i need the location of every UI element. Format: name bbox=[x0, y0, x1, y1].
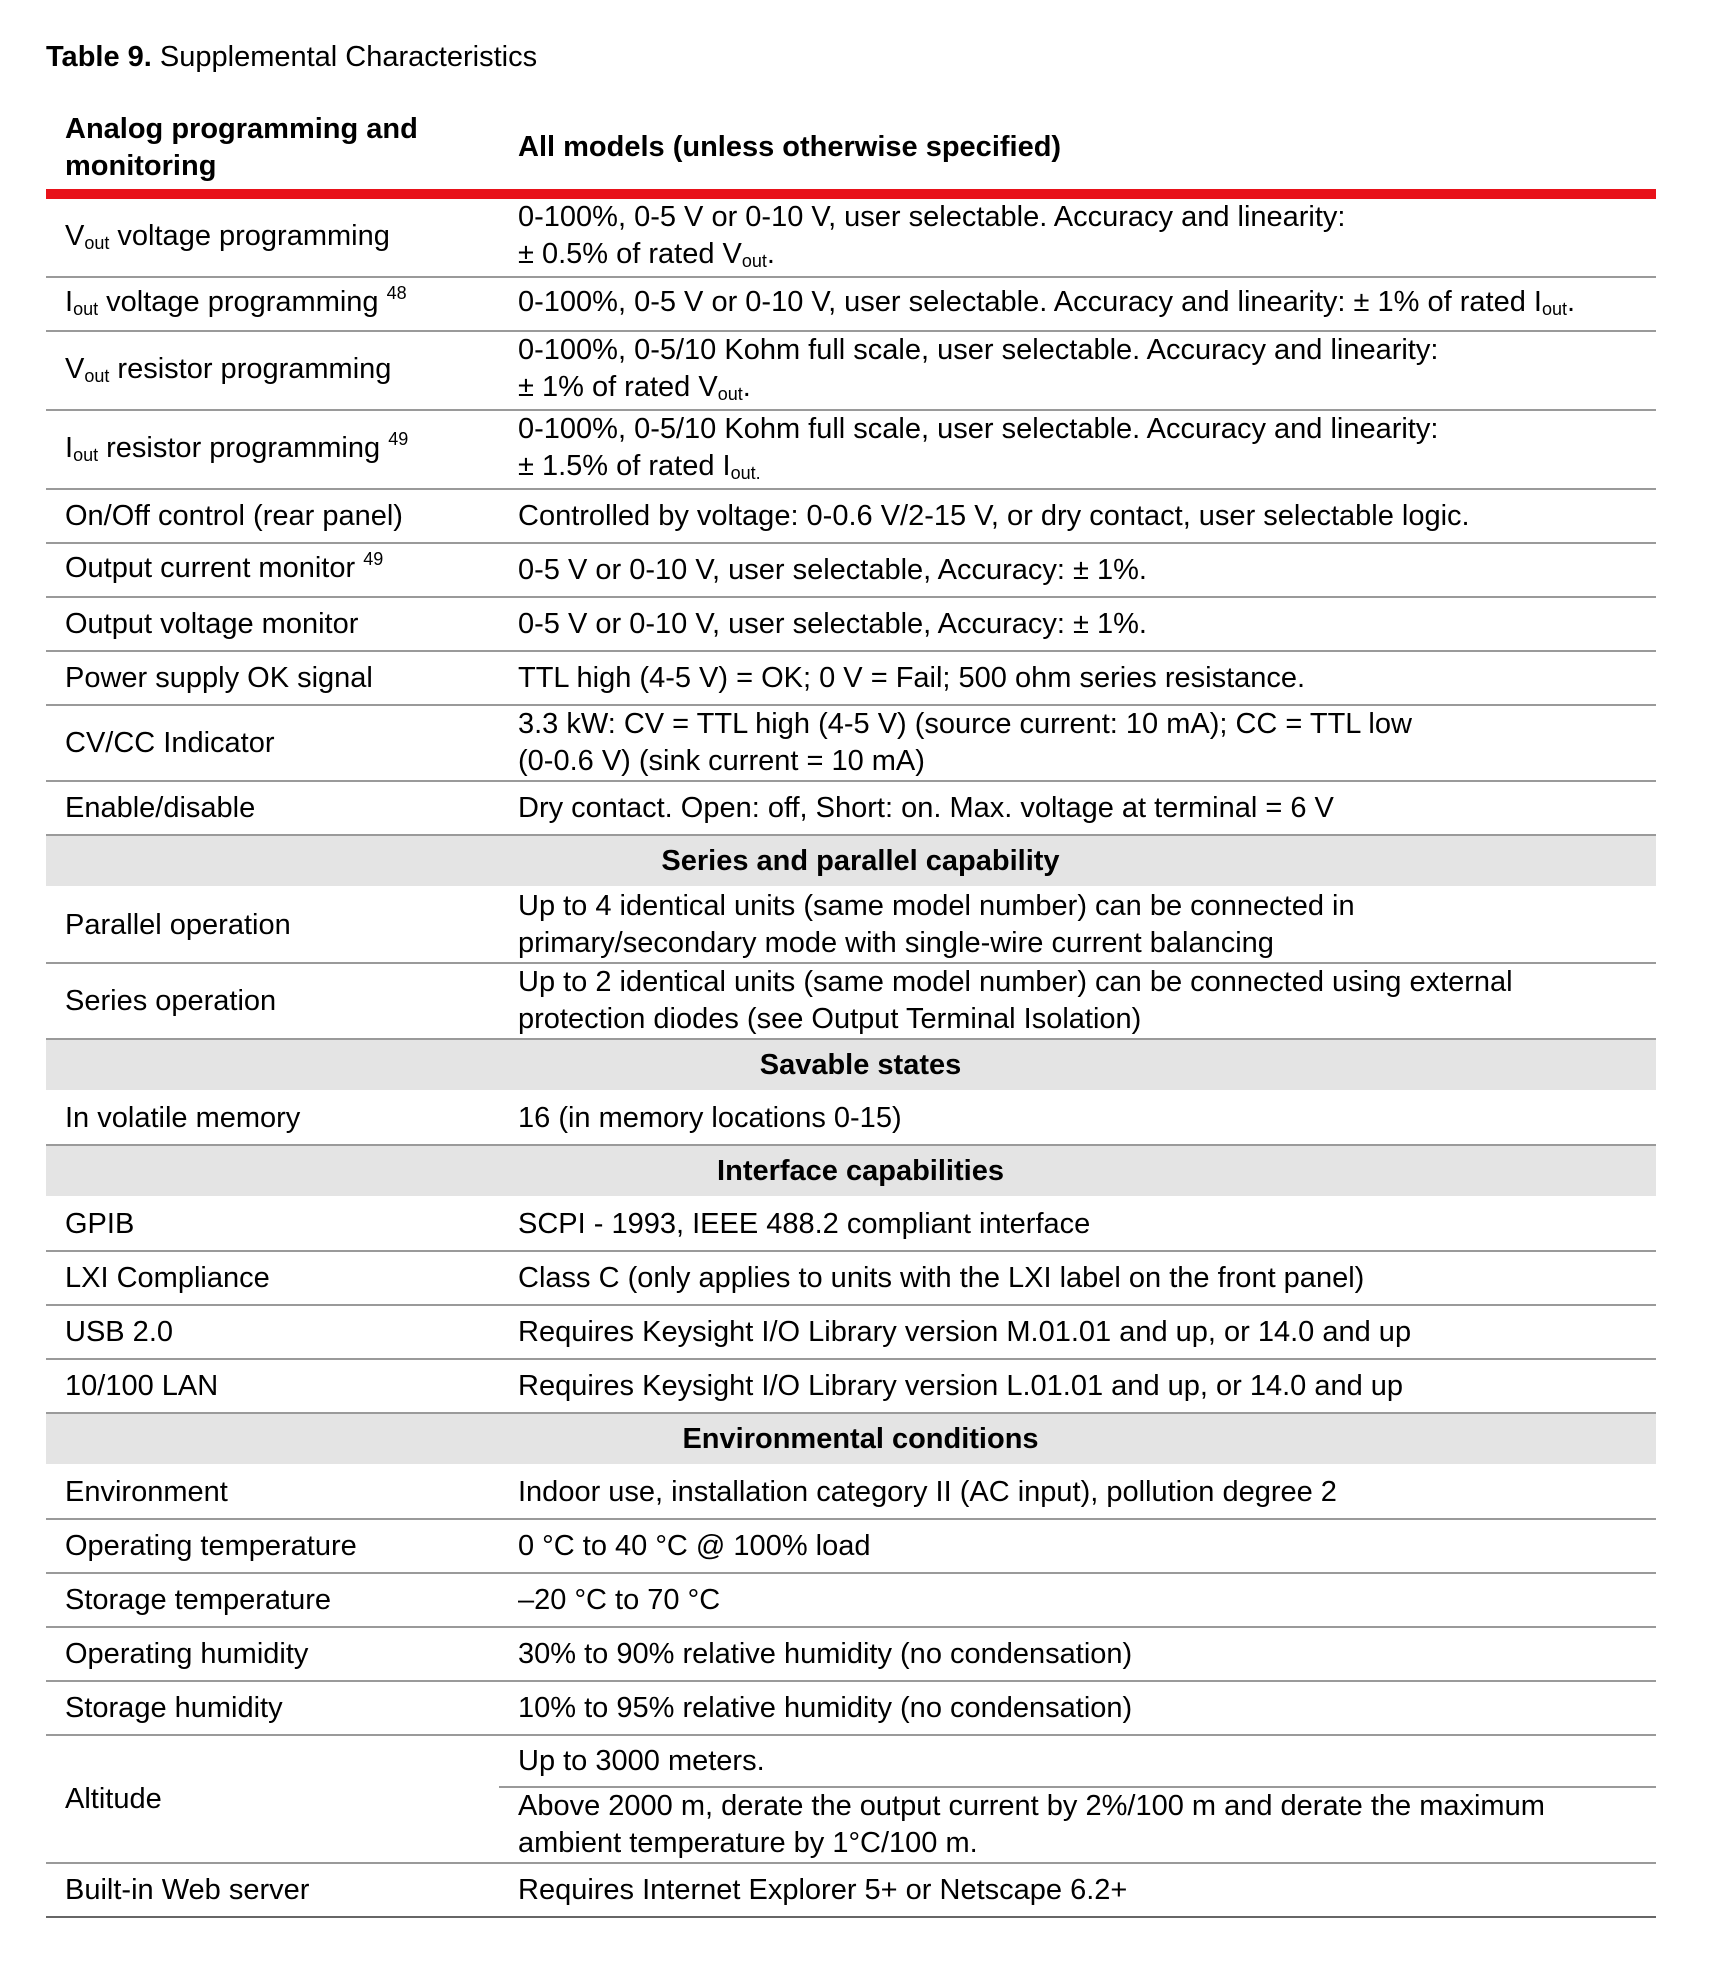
row-label: Storage temperature bbox=[46, 1573, 499, 1627]
table-row bbox=[46, 410, 1656, 489]
row-label: $V_{out}$ resistor programming bbox=[46, 331, 499, 410]
row-value: Above 2000 m, derate the output current by 2%/100 m and derate the maximum ambient temperature by 1°C/100 m. bbox=[499, 1787, 1656, 1863]
row-value: 0-100%, 0-5/10 Kohm full scale, user selectable. Accuracy and linearity: ± 1% of rated $V_{out}$. bbox=[499, 331, 1656, 410]
row-value: 30% to 90% relative humidity (no condensation) bbox=[499, 1627, 1656, 1681]
row-label: On/Off control (rear panel) bbox=[46, 489, 499, 543]
row-value: 0-5 V or 0-10 V, user selectable, Accuracy: ± 1%. bbox=[499, 597, 1656, 651]
section-row bbox=[46, 1039, 1656, 1091]
section-heading: Interface capabilities bbox=[46, 1145, 1656, 1197]
footnote-ref: 49 bbox=[388, 428, 409, 449]
table-row bbox=[46, 194, 1656, 277]
section-heading: Environmental conditions bbox=[46, 1413, 1656, 1465]
table-title: Supplemental Characteristics bbox=[159, 41, 538, 73]
table-row bbox=[46, 963, 1656, 1039]
row-value: Indoor use, installation category II (AC input), pollution degree 2 bbox=[499, 1465, 1656, 1519]
table-row bbox=[46, 1735, 1656, 1787]
row-label: $I_{out}$ voltage programming $^{48}$ bbox=[46, 277, 499, 331]
section-row bbox=[46, 1145, 1656, 1197]
footnote-ref: 49 bbox=[363, 549, 384, 569]
row-value: Up to 2 identical units (same model number) can be connected using external protection diodes (see Output Terminal Isolation) bbox=[499, 963, 1656, 1039]
row-label: Series operation bbox=[46, 963, 499, 1039]
table-row bbox=[46, 1863, 1656, 1917]
row-label: 10/100 LAN bbox=[46, 1359, 499, 1413]
row-value: Up to 3000 meters. bbox=[499, 1735, 1656, 1787]
header-row bbox=[46, 109, 1656, 194]
row-value: Class C (only applies to units with the LXI label on the front panel) bbox=[499, 1251, 1656, 1305]
row-label: Power supply OK signal bbox=[46, 651, 499, 705]
row-label: In volatile memory bbox=[46, 1091, 499, 1145]
row-value: 0-100%, 0-5 V or 0-10 V, user selectable. Accuracy and linearity: ± 0.5% of rated $V_{out}$. bbox=[499, 194, 1656, 277]
table-row bbox=[46, 705, 1656, 781]
row-label: $V_{out}$ voltage programming bbox=[46, 194, 499, 277]
row-label: Environment bbox=[46, 1465, 499, 1519]
row-value: Requires Keysight I/O Library version M.01.01 and up, or 14.0 and up bbox=[499, 1305, 1656, 1359]
row-label: Built-in Web server bbox=[46, 1863, 499, 1917]
row-value: –20 °C to 70 °C bbox=[499, 1573, 1656, 1627]
row-value: SCPI - 1993, IEEE 488.2 compliant interface bbox=[499, 1197, 1656, 1251]
row-label: Altitude bbox=[46, 1735, 499, 1863]
row-value: 0-100%, 0-5 V or 0-10 V, user selectable. Accuracy and linearity: ± 1% of rated $I_{out}$. bbox=[499, 277, 1656, 331]
table-row bbox=[46, 1359, 1656, 1413]
row-value: 10% to 95% relative humidity (no condensation) bbox=[499, 1681, 1656, 1735]
section-row bbox=[46, 1413, 1656, 1465]
table-row bbox=[46, 1573, 1656, 1627]
row-label: USB 2.0 bbox=[46, 1305, 499, 1359]
table-row bbox=[46, 1627, 1656, 1681]
table-caption bbox=[46, 38, 1656, 76]
row-value: Requires Keysight I/O Library version L.01.01 and up, or 14.0 and up bbox=[499, 1359, 1656, 1413]
row-label: Enable/disable bbox=[46, 781, 499, 835]
row-label: Operating temperature bbox=[46, 1519, 499, 1573]
row-value: Requires Internet Explorer 5+ or Netscape 6.2+ bbox=[499, 1863, 1656, 1917]
table-row bbox=[46, 887, 1656, 963]
document bbox=[46, 38, 1656, 1918]
table-row bbox=[46, 651, 1656, 705]
row-label: Parallel operation bbox=[46, 887, 499, 963]
row-label: GPIB bbox=[46, 1197, 499, 1251]
section-heading: Series and parallel capability bbox=[46, 835, 1656, 887]
footnote-ref: 48 bbox=[386, 283, 407, 303]
row-label: $I_{out}$ resistor programming $^{49}$ bbox=[46, 410, 499, 489]
row-value: Controlled by voltage: 0-0.6 V/2-15 V, or dry contact, user selectable logic. bbox=[499, 489, 1656, 543]
table-row bbox=[46, 543, 1656, 597]
row-value: Dry contact. Open: off, Short: on. Max. voltage at terminal = 6 V bbox=[499, 781, 1656, 835]
table-row bbox=[46, 781, 1656, 835]
row-value: Up to 4 identical units (same model number) can be connected in primary/secondary mode with single-wire current balancing bbox=[499, 887, 1656, 963]
row-label: LXI Compliance bbox=[46, 1251, 499, 1305]
row-label: CV/CC Indicator bbox=[46, 705, 499, 781]
row-label: Output current monitor $^{49}$ bbox=[46, 543, 499, 597]
header-col1: Analog programming and monitoring bbox=[46, 109, 499, 194]
table-row bbox=[46, 1681, 1656, 1735]
table-row bbox=[46, 597, 1656, 651]
supplemental-characteristics-table bbox=[46, 109, 1656, 1918]
row-value: TTL high (4-5 V) = OK; 0 V = Fail; 500 ohm series resistance. bbox=[499, 651, 1656, 705]
section-row bbox=[46, 835, 1656, 887]
row-value: 0 °C to 40 °C @ 100% load bbox=[499, 1519, 1656, 1573]
table-row bbox=[46, 1091, 1656, 1145]
row-label: Storage humidity bbox=[46, 1681, 499, 1735]
table-row bbox=[46, 489, 1656, 543]
table-row bbox=[46, 1251, 1656, 1305]
table-row bbox=[46, 277, 1656, 331]
row-value: 0-100%, 0-5/10 Kohm full scale, user selectable. Accuracy and linearity: ± 1.5% of rated $I_{out.}$ bbox=[499, 410, 1656, 489]
table-row bbox=[46, 1305, 1656, 1359]
row-value: 0-5 V or 0-10 V, user selectable, Accuracy: ± 1%. bbox=[499, 543, 1656, 597]
table-row bbox=[46, 1465, 1656, 1519]
row-label: Operating humidity bbox=[46, 1627, 499, 1681]
header-col2: All models (unless otherwise specified) bbox=[499, 109, 1656, 194]
section-heading: Savable states bbox=[46, 1039, 1656, 1091]
row-label: Output voltage monitor bbox=[46, 597, 499, 651]
row-value: 16 (in memory locations 0-15) bbox=[499, 1091, 1656, 1145]
table-row bbox=[46, 1519, 1656, 1573]
table-number: Table 9. bbox=[46, 41, 152, 73]
row-value: 3.3 kW: CV = TTL high (4-5 V) (source current: 10 mA); CC = TTL low (0-0.6 V) (sink current = 10 mA) bbox=[499, 705, 1656, 781]
table-row bbox=[46, 1197, 1656, 1251]
table-row bbox=[46, 331, 1656, 410]
